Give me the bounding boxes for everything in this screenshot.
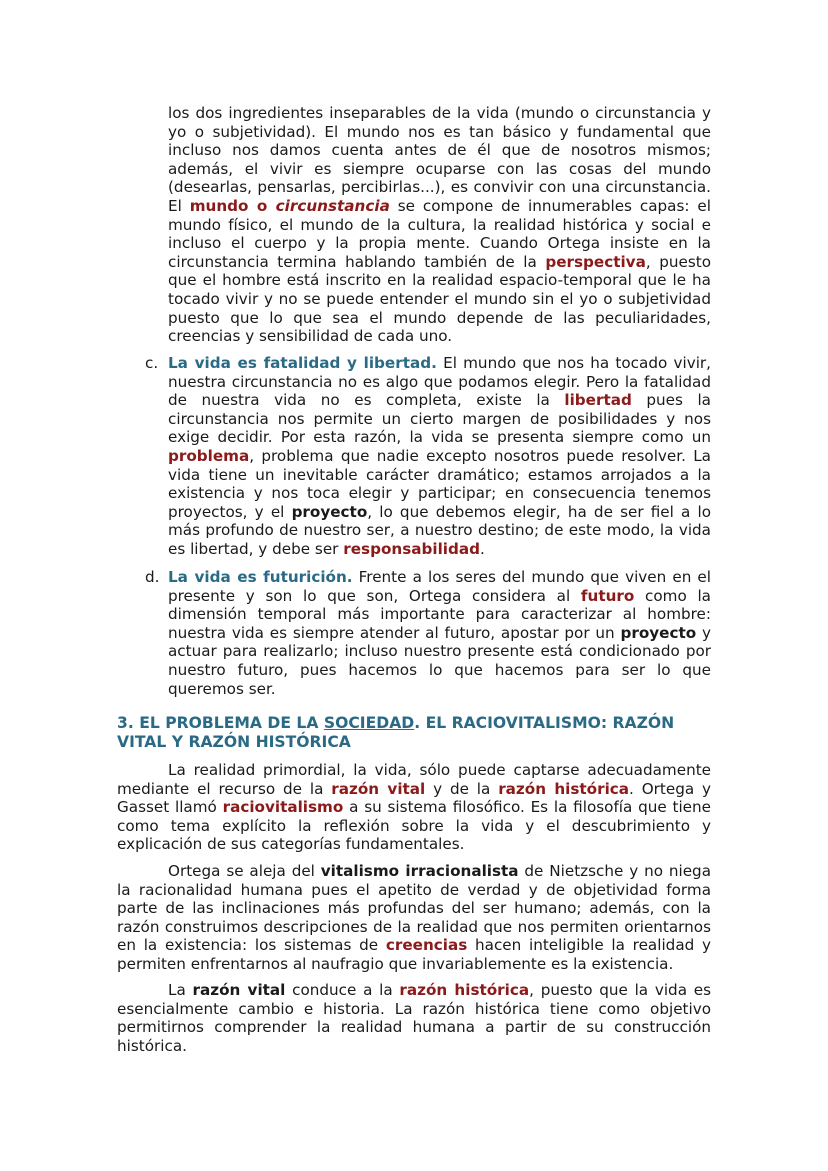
- p1-text-2: y de la: [425, 779, 499, 798]
- item-c-text-2: pues la circunstancia nos permite un cierto margen de posibilidades y nos exige decidir. Por esta razón, la vida se presenta siempre como un: [168, 391, 711, 447]
- term-raciovitalismo: raciovitalismo: [222, 798, 344, 817]
- p2-text-1: Ortega se aleja del: [168, 862, 321, 880]
- item-c-text-5: .: [479, 539, 485, 558]
- cont-text-1: los dos ingredientes inseparables de la vida (mundo o circunstancia y yo o subjetividad). El mundo nos es tan básico y fundamental que incluso nos damos cuenta antes de él que de nosotros mismos; además, el vivir es siempre ocuparse con las cosas del mundo (desearlas, pensarlas, percibirlas...), es convivir con una circunstancia. El: [168, 104, 711, 215]
- term-proyecto-2: proyecto: [620, 623, 697, 642]
- term-futuro: futuro: [580, 586, 635, 605]
- term-razon-vital: razón vital: [331, 779, 426, 798]
- paragraph-2: [117, 862, 711, 974]
- term-razon-historica: razón histórica: [498, 779, 630, 798]
- item-d-text-3: y actuar para realizarlo; incluso nuestro presente está condicionado por nuestro futuro, pues hacemos lo que hacemos para ser lo que queremos ser.: [168, 623, 711, 698]
- heading-underlined: SOCIEDAD: [323, 714, 415, 732]
- paragraph-3: [117, 981, 711, 1055]
- p3-text-2: conduce a la: [285, 981, 400, 999]
- p2-text-2: de Nietzsche y no niega la racionalidad humana pues el apetito de verdad y de objetividad forma parte de las inclinaciones más profundas del ser humano; además, con la razón construimos descripciones de la realidad que nos permiten orientarnos en la existencia: los sistemas de: [117, 862, 711, 955]
- p3-text-3: , puesto que la vida es esencialmente cambio e historia. La razón histórica tiene como objetivo permitirnos comprender la realidad humana a partir de su construcción histórica.: [117, 981, 711, 1055]
- p1-text-4: a su sistema filosófico. Es la filosofía que tiene como tema explícito la reflexión sobre la vida y el descubrimiento y explicación de sus categorías fundamentales.: [117, 798, 711, 854]
- term-perspectiva: perspectiva: [545, 252, 646, 271]
- item-c-text-3: , problema que nadie excepto nosotros puede resolver. La vida tiene un inevitable carácter dramático; estamos arrojados a la existencia y nos toca elegir y participar; en consecuencia tenemos proyectos, y el: [168, 446, 711, 521]
- item-d-text-2: como la dimensión temporal más importante para caracterizar al hombre: nuestra vida es siempre atender al futuro, apostar por un: [168, 586, 711, 642]
- term-razon-vital-2: razón vital: [192, 981, 286, 999]
- list-marker-d: d.: [145, 568, 160, 586]
- cont-text-3: , puesto que el hombre está inscrito en la realidad espacio-temporal que le ha tocado vivir y no se puede entender el mundo sin el yo o subjetividad puesto que lo que sea el mundo depende de las peculiaridades, creencias y sensibilidad de cada uno.: [168, 252, 711, 346]
- term-razon-historica-2: razón histórica: [399, 981, 530, 999]
- term-problema: problema: [168, 446, 250, 465]
- p1-text-3: . Ortega y Gasset llamó: [117, 779, 712, 817]
- p1-text-1: La realidad primordial, la vida, sólo puede captarse adecuadamente mediante el recurso de la: [117, 761, 711, 798]
- heading-part-1: 3. EL PROBLEMA DE LA: [117, 714, 324, 732]
- item-d-text-1: Frente a los seres del mundo que viven en el presente y son lo que son, Ortega considera al: [168, 568, 711, 605]
- cont-text-2: se compone de innumerables capas: el mundo físico, el mundo de la cultura, la realidad histórica y social e incluso el cuerpo y la propia mente. Cuando Ortega insiste en la circunstancia termina hablando también de la: [168, 196, 711, 271]
- term-mundo: mundo o: [189, 196, 276, 215]
- item-d-title: La vida es futurición.: [168, 568, 353, 586]
- list-marker-c: c.: [145, 354, 159, 372]
- term-creencias: creencias: [385, 936, 468, 955]
- list-item-d: [168, 568, 711, 698]
- item-c-title: La vida es fatalidad y libertad.: [168, 354, 437, 372]
- list-item-c: [168, 354, 711, 559]
- term-libertad: libertad: [564, 391, 632, 410]
- item-c-text-1: El mundo que nos ha tocado vivir, nuestra circunstancia no es algo que podamos elegir. Pero la fatalidad de nuestra vida no es completa, existe la: [168, 354, 711, 410]
- paragraph-1: [117, 761, 711, 854]
- term-responsabilidad: responsabilidad: [343, 539, 480, 558]
- p3-text-1: La: [168, 981, 193, 999]
- section-heading: [117, 714, 717, 752]
- continuation-paragraph: [168, 104, 711, 346]
- term-circunstancia: circunstancia: [275, 196, 390, 215]
- heading-part-2: . EL RACIOVITALISMO: RAZÓN VITAL Y RAZÓN HISTÓRICA: [117, 714, 675, 751]
- p2-text-3: hacen inteligible la realidad y permiten enfrentarnos al naufragio que invariablemente es la existencia.: [117, 936, 712, 973]
- item-c-text-4: , lo que debemos elegir, ha de ser fiel a lo más profundo de nuestro ser, a nuestro destino; de este modo, la vida es libertad, y debe ser: [168, 502, 712, 558]
- term-vitalismo-irracionalista: vitalismo irracionalista: [320, 862, 519, 880]
- term-proyecto: proyecto: [291, 502, 368, 521]
